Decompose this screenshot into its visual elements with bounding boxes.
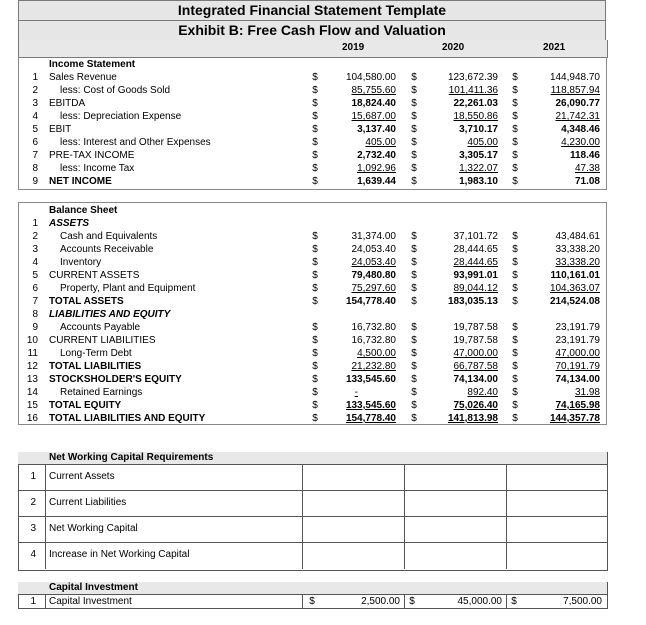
currency-symbol: $ (512, 296, 518, 307)
cell-value: 405.00 (467, 137, 498, 148)
row-label: PRE-TAX INCOME (49, 150, 135, 161)
cell-value: 28,444.65 (453, 244, 498, 255)
row-number: 2 (30, 497, 36, 508)
row-number: 1 (32, 218, 38, 229)
table-row (0, 360, 646, 373)
row-number: 13 (26, 374, 38, 385)
table-row (0, 230, 646, 243)
cell-value: 93,991.01 (453, 270, 498, 281)
currency-symbol: $ (512, 257, 518, 268)
cell-value: 89,044.12 (453, 283, 498, 294)
cell-value: 75,297.60 (351, 283, 396, 294)
cell-value: 37,101.72 (453, 231, 498, 242)
cell-value: 101,411.36 (448, 85, 498, 96)
row-label: Property, Plant and Equipment (60, 283, 196, 294)
row-number: 5 (32, 270, 38, 281)
table-row (0, 97, 646, 110)
currency-symbol: $ (511, 596, 517, 607)
row-label: Net Working Capital (49, 523, 138, 534)
input-cell[interactable] (303, 490, 404, 515)
currency-symbol: $ (312, 413, 318, 424)
cell-value[interactable]: 2,500.00 (361, 596, 400, 607)
currency-symbol: $ (512, 413, 518, 424)
row-number: 4 (32, 257, 38, 268)
row-number: 3 (32, 244, 38, 255)
row-label: NET INCOME (49, 176, 112, 187)
input-cell[interactable] (405, 464, 506, 489)
nwc-heading (18, 452, 607, 464)
currency-symbol: $ (411, 335, 417, 346)
currency-symbol: $ (512, 361, 518, 372)
input-cell[interactable] (303, 464, 404, 489)
input-cell[interactable] (507, 490, 606, 515)
cell-value: 74,134.00 (453, 374, 498, 385)
table-row (0, 470, 646, 483)
currency-symbol: $ (312, 283, 318, 294)
currency-symbol: $ (411, 163, 417, 174)
currency-symbol: $ (312, 176, 318, 187)
year-2021: 2021 (543, 42, 566, 53)
cell-value: 19,787.58 (453, 322, 498, 333)
table-row (0, 595, 646, 608)
input-cell[interactable] (405, 516, 506, 541)
cell-value: 26,090.77 (555, 98, 600, 109)
row-label: Sales Revenue (49, 72, 117, 83)
input-cell[interactable] (405, 542, 506, 567)
cell-value: 123,672.39 (447, 72, 498, 83)
input-cell[interactable] (303, 516, 404, 541)
cell-value: 4,348.46 (561, 124, 600, 135)
currency-symbol: $ (411, 374, 417, 385)
row-number: 8 (32, 163, 38, 174)
row-number: 3 (30, 523, 36, 534)
currency-symbol: $ (512, 400, 518, 411)
row-label: Retained Earnings (60, 387, 143, 398)
currency-symbol: $ (411, 361, 417, 372)
row-number: 2 (32, 85, 38, 96)
table-row (0, 373, 646, 386)
cell-value: 24,053.40 (351, 257, 396, 268)
currency-symbol: $ (312, 150, 318, 161)
row-number: 9 (32, 176, 38, 187)
input-cell[interactable] (507, 542, 606, 567)
cell-value[interactable]: 7,500.00 (563, 596, 602, 607)
table-row (0, 282, 646, 295)
row-number: 12 (26, 361, 38, 372)
currency-symbol: $ (409, 596, 415, 607)
row-label: TOTAL ASSETS (49, 296, 124, 307)
currency-symbol: $ (512, 270, 518, 281)
cell-value: 2,732.40 (357, 150, 396, 161)
currency-symbol: $ (312, 98, 318, 109)
cell-value: 31.98 (574, 387, 600, 398)
table-row (0, 522, 646, 535)
capex-heading-text: Capital Investment (49, 582, 138, 593)
cell-value: 16,732.80 (351, 322, 396, 333)
row-label: Accounts Payable (60, 322, 141, 333)
currency-symbol: $ (512, 137, 518, 148)
currency-symbol: $ (411, 257, 417, 268)
currency-symbol: $ (411, 296, 417, 307)
currency-symbol: $ (512, 163, 518, 174)
input-cell[interactable] (507, 516, 606, 541)
income-statement-section (0, 57, 646, 190)
row-label: CURRENT LIABILITIES (49, 335, 156, 346)
table-row (0, 110, 646, 123)
cell-value: 1,639.44 (357, 176, 396, 187)
row-label: Increase in Net Working Capital (49, 549, 190, 560)
currency-symbol: $ (512, 98, 518, 109)
cell-value: 47,000.00 (453, 348, 498, 359)
table-row (0, 269, 646, 282)
row-label: TOTAL LIABILITIES (49, 361, 142, 372)
cell-value: 23,191.79 (555, 335, 600, 346)
capital-investment-section (0, 582, 646, 612)
currency-symbol: $ (312, 124, 318, 135)
currency-symbol: $ (312, 296, 318, 307)
nwc-section (0, 452, 646, 570)
row-number: 1 (30, 596, 36, 607)
cell-value: 47,000.00 (555, 348, 600, 359)
cell-value: 4,500.00 (357, 348, 396, 359)
cell-value: 23,191.79 (555, 322, 600, 333)
currency-symbol: $ (312, 257, 318, 268)
cell-value: 144,948.70 (549, 72, 600, 83)
row-label: Accounts Receivable (60, 244, 154, 255)
currency-symbol: $ (411, 270, 417, 281)
table-row (0, 149, 646, 162)
currency-symbol: $ (411, 283, 417, 294)
cell-value: - (354, 387, 358, 398)
currency-symbol: $ (411, 176, 417, 187)
currency-symbol: $ (512, 72, 518, 83)
table-row (0, 308, 646, 321)
year-2020: 2020 (442, 42, 465, 53)
row-label: STOCKSHOLDER'S EQUITY (49, 374, 182, 385)
table-row (0, 334, 646, 347)
cell-value: 1,092.96 (357, 163, 396, 174)
currency-symbol: $ (312, 85, 318, 96)
row-label: Long-Term Debt (60, 348, 132, 359)
cell-value: 74,134.00 (555, 374, 600, 385)
currency-symbol: $ (411, 322, 417, 333)
cell-value: 47.38 (574, 163, 600, 174)
row-number: 9 (32, 322, 38, 333)
row-number: 1 (30, 471, 36, 482)
currency-symbol: $ (312, 72, 318, 83)
cell-value: 33,338.20 (555, 257, 600, 268)
cell-value: 133,545.60 (345, 400, 396, 411)
row-number: 4 (30, 549, 36, 560)
income-statement-heading: Income Statement (49, 59, 136, 70)
table-row (0, 84, 646, 97)
currency-symbol: $ (312, 387, 318, 398)
row-label: CURRENT ASSETS (49, 270, 140, 281)
currency-symbol: $ (411, 231, 417, 242)
row-label: EBIT (49, 124, 72, 135)
cell-value: 21,742.31 (555, 111, 600, 122)
table-row (0, 136, 646, 149)
currency-symbol: $ (512, 374, 518, 385)
row-number: 7 (32, 296, 38, 307)
cell-value: 118,857.94 (550, 85, 600, 96)
row-number: 10 (26, 335, 38, 346)
nwc-heading-text: Net Working Capital Requirements (49, 452, 214, 463)
cell-value: 3,137.40 (357, 124, 396, 135)
currency-symbol: $ (512, 124, 518, 135)
input-cell[interactable] (303, 542, 404, 567)
cell-value: 110,161.01 (550, 270, 600, 281)
row-number: 16 (26, 413, 38, 424)
cell-value: 33,338.20 (555, 244, 600, 255)
row-label: Inventory (60, 257, 102, 268)
row-number: 2 (32, 231, 38, 242)
row-label: less: Cost of Goods Sold (60, 85, 171, 96)
row-number: 14 (26, 387, 38, 398)
row-number: 11 (27, 348, 38, 359)
cell-value: 15,687.00 (351, 111, 396, 122)
page-subtitle: Exhibit B: Free Cash Flow and Valuation (18, 20, 606, 42)
row-number: 1 (32, 72, 38, 83)
currency-symbol: $ (411, 387, 417, 398)
table-row (0, 256, 646, 269)
cell-value: 4,230.00 (561, 137, 600, 148)
row-label: Capital Investment (49, 596, 132, 607)
row-number: 8 (32, 309, 38, 320)
cell-value: 85,755.60 (351, 85, 396, 96)
currency-symbol: $ (312, 348, 318, 359)
currency-symbol: $ (411, 124, 417, 135)
row-number: 5 (32, 124, 38, 135)
row-label: EBITDA (49, 98, 86, 109)
currency-symbol: $ (411, 137, 417, 148)
row-label: TOTAL LIABILITIES AND EQUITY (49, 413, 206, 424)
row-number: 6 (32, 283, 38, 294)
currency-symbol: $ (312, 322, 318, 333)
table-row (0, 496, 646, 509)
cell-value: 3,305.17 (459, 150, 498, 161)
currency-symbol: $ (411, 150, 417, 161)
capex-heading (18, 582, 607, 594)
cell-value: 154,778.40 (345, 413, 396, 424)
cell-value: 70,191.79 (555, 361, 600, 372)
row-number: 15 (26, 400, 38, 411)
table-row (0, 71, 646, 84)
row-number: 3 (32, 98, 38, 109)
cell-value: 141,813.98 (447, 413, 498, 424)
cell-value: 22,261.03 (453, 98, 498, 109)
currency-symbol: $ (312, 231, 318, 242)
cell-value: 24,053.40 (351, 244, 396, 255)
currency-symbol: $ (312, 137, 318, 148)
currency-symbol: $ (512, 348, 518, 359)
currency-symbol: $ (411, 111, 417, 122)
table-row (0, 243, 646, 256)
cell-value: 74,165.98 (555, 400, 600, 411)
table-row (0, 386, 646, 399)
row-label: Current Assets (49, 471, 115, 482)
cell-value: 71.08 (574, 176, 600, 187)
currency-symbol: $ (312, 335, 318, 346)
currency-symbol: $ (312, 244, 318, 255)
cell-value: 18,824.40 (351, 98, 396, 109)
input-cell[interactable] (405, 490, 506, 515)
page-title: Integrated Financial Statement Template (18, 0, 606, 22)
row-label: less: Interest and Other Expenses (60, 137, 211, 148)
cell-value: 16,732.80 (351, 335, 396, 346)
currency-symbol: $ (512, 335, 518, 346)
currency-symbol: $ (312, 111, 318, 122)
currency-symbol: $ (512, 176, 518, 187)
balance-sheet-heading: Balance Sheet (49, 205, 118, 216)
cell-value: 21,232.80 (351, 361, 396, 372)
row-number: 4 (32, 111, 38, 122)
currency-symbol: $ (411, 244, 417, 255)
cell-value: 18,550.86 (453, 111, 498, 122)
currency-symbol: $ (312, 270, 318, 281)
row-number: 6 (32, 137, 38, 148)
cell-value: 144,357.78 (549, 413, 600, 424)
row-label: Current Liabilities (49, 497, 127, 508)
balance-sheet-section (0, 203, 646, 425)
row-label: LIABILITIES AND EQUITY (49, 309, 171, 320)
cell-value[interactable]: 45,000.00 (457, 596, 502, 607)
table-row (0, 162, 646, 175)
row-label: ASSETS (49, 218, 90, 229)
cell-value: 79,480.80 (351, 270, 396, 281)
currency-symbol: $ (512, 283, 518, 294)
currency-symbol: $ (512, 387, 518, 398)
currency-symbol: $ (512, 322, 518, 333)
currency-symbol: $ (411, 85, 417, 96)
cell-value: 43,484.61 (555, 231, 600, 242)
cell-value: 892.40 (467, 387, 498, 398)
currency-symbol: $ (411, 98, 417, 109)
year-header (18, 40, 608, 58)
currency-symbol: $ (512, 231, 518, 242)
table-row (0, 123, 646, 136)
table-row (0, 347, 646, 360)
input-cell[interactable] (507, 464, 606, 489)
cell-value: 133,545.60 (345, 374, 396, 385)
cell-value: 1,322.07 (459, 163, 498, 174)
cell-value: 154,778.40 (345, 296, 396, 307)
table-row (0, 548, 646, 561)
year-2019: 2019 (342, 42, 365, 53)
currency-symbol: $ (312, 374, 318, 385)
currency-symbol: $ (512, 85, 518, 96)
table-row (0, 399, 646, 412)
row-label: TOTAL EQUITY (49, 400, 122, 411)
cell-value: 75,026.40 (453, 400, 498, 411)
cell-value: 66,787.58 (453, 361, 498, 372)
table-row (0, 175, 646, 188)
cell-value: 104,580.00 (345, 72, 396, 83)
cell-value: 1,983.10 (459, 176, 498, 187)
currency-symbol: $ (411, 72, 417, 83)
cell-value: 214,524.08 (549, 296, 600, 307)
cell-value: 28,444.65 (453, 257, 498, 268)
row-number: 7 (32, 150, 38, 161)
cell-value: 405.00 (365, 137, 396, 148)
table-row (0, 321, 646, 334)
cell-value: 3,710.17 (459, 124, 498, 135)
currency-symbol: $ (312, 361, 318, 372)
row-label: less: Depreciation Expense (60, 111, 182, 122)
currency-symbol: $ (512, 244, 518, 255)
currency-symbol: $ (411, 413, 417, 424)
row-label: Cash and Equivalents (60, 231, 158, 242)
table-row (0, 217, 646, 230)
cell-value: 183,035.13 (447, 296, 498, 307)
cell-value: 19,787.58 (453, 335, 498, 346)
cell-value: 118.46 (569, 150, 600, 161)
cell-value: 104,363.07 (549, 283, 600, 294)
currency-symbol: $ (512, 111, 518, 122)
currency-symbol: $ (512, 150, 518, 161)
currency-symbol: $ (312, 163, 318, 174)
cell-value: 31,374.00 (351, 231, 396, 242)
currency-symbol: $ (309, 596, 315, 607)
currency-symbol: $ (411, 400, 417, 411)
row-label: less: Income Tax (60, 163, 135, 174)
currency-symbol: $ (312, 400, 318, 411)
currency-symbol: $ (411, 348, 417, 359)
table-row (0, 295, 646, 308)
